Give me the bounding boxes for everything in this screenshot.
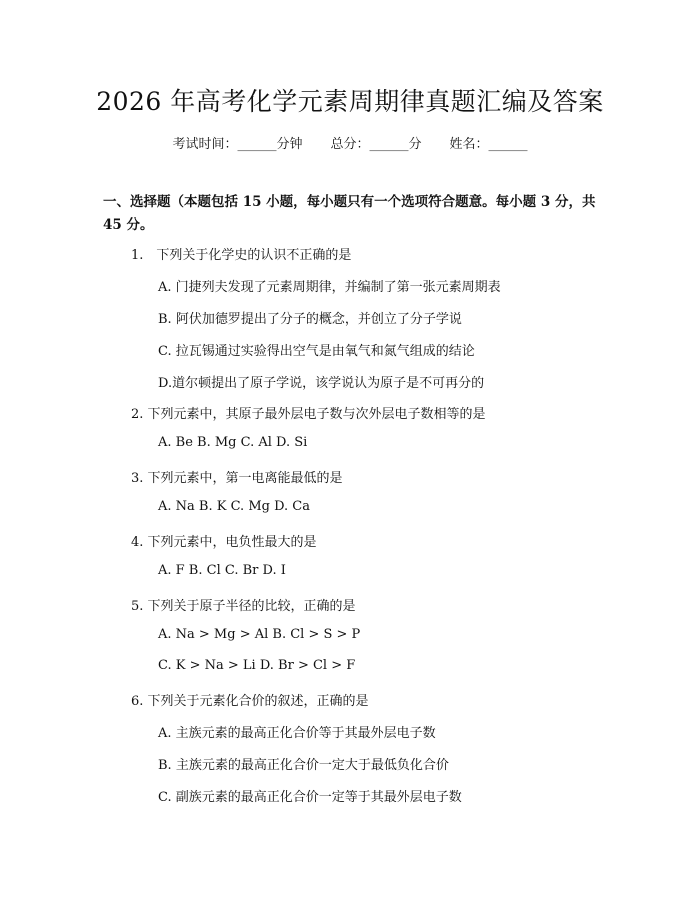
question-6-option-b: B. 主族元素的最高正化合价一定大于最低负化合价 bbox=[158, 758, 449, 773]
question-3-options: A. Na B. K C. Mg D. Ca bbox=[158, 499, 311, 514]
section-heading bbox=[103, 191, 603, 237]
question-5-stem: 5. 下列关于原子半径的比较，正确的是 bbox=[131, 599, 356, 614]
question-3-stem: 3. 下列元素中，第一电离能最低的是 bbox=[131, 471, 343, 486]
section-heading-line-1: 一、选择题（本题包括 15 小题，每小题只有一个选项符合题意。每小题 3 分，共 bbox=[103, 194, 596, 210]
question-4-stem: 4. 下列元素中，电负性最大的是 bbox=[131, 535, 317, 550]
question-5-options-ab: A. Na > Mg > Al B. Cl > S > P bbox=[158, 627, 361, 642]
document-title: 2026 年高考化学元素周期律真题汇编及答案 bbox=[96, 87, 604, 116]
question-1-option-c: C. 拉瓦锡通过实验得出空气是由氧气和氮气组成的结论 bbox=[158, 344, 475, 359]
question-2-stem: 2. 下列元素中，其原子最外层电子数与次外层电子数相等的是 bbox=[131, 407, 486, 422]
question-1-stem: 1. 下列关于化学史的认识不正确的是 bbox=[131, 248, 352, 263]
question-6-stem: 6. 下列关于元素化合价的叙述，正确的是 bbox=[131, 694, 369, 709]
exam-info-row bbox=[0, 133, 700, 152]
question-1-option-a: A. 门捷列夫发现了元素周期律，并编制了第一张元素周期表 bbox=[158, 280, 501, 295]
question-2-options: A. Be B. Mg C. Al D. Si bbox=[158, 435, 308, 450]
student-name-field: 姓名：______ bbox=[449, 137, 528, 152]
total-score-field: 总分：______分 bbox=[330, 137, 422, 152]
question-5-options-cd: C. K > Na > Li D. Br > Cl > F bbox=[158, 658, 356, 673]
question-1-option-b: B. 阿伏加德罗提出了分子的概念，并创立了分子学说 bbox=[158, 312, 462, 327]
exam-time-field: 考试时间：______分钟 bbox=[172, 137, 303, 152]
question-4-options: A. F B. Cl C. Br D. I bbox=[158, 563, 286, 578]
section-heading-line-2: 45 分。 bbox=[103, 217, 154, 233]
question-6-option-c: C. 副族元素的最高正化合价一定等于其最外层电子数 bbox=[158, 790, 462, 805]
question-1-option-d: D.道尔顿提出了原子学说，该学说认为原子是不可再分的 bbox=[158, 376, 485, 391]
question-6-option-a: A. 主族元素的最高正化合价等于其最外层电子数 bbox=[158, 726, 436, 741]
